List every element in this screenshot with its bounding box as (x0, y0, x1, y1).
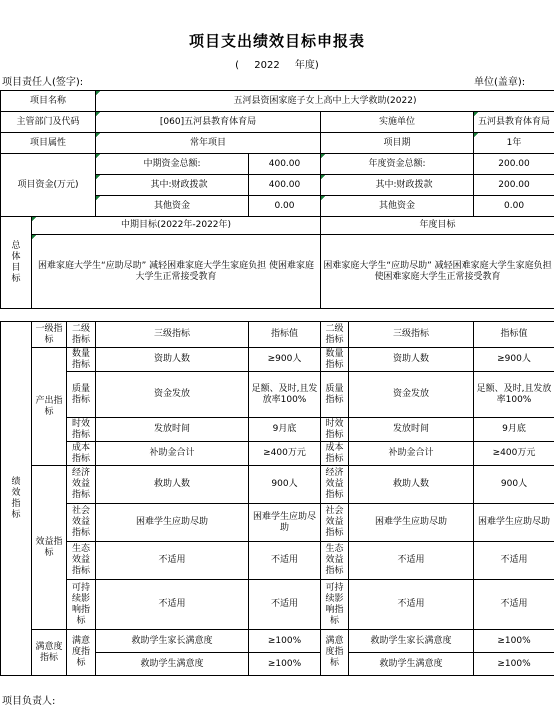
year-total-label: 年度资金总额: (321, 154, 474, 175)
form-title: 项目支出绩效目标申报表 (188, 32, 365, 50)
mid-goal-text: 困难家庭大学生“应助尽助” 减轻困难家庭大学生家庭负担 使困难家庭大学生正常接受教育 (32, 235, 321, 309)
l3-social-year: 困难学生应助尽助 (349, 504, 474, 542)
val-timeliness-year: 9月底 (474, 418, 554, 442)
val-student-satisfaction: ≥100% (249, 653, 321, 676)
year-suffix: 年度) (294, 60, 319, 71)
val-economic-year: 900人 (474, 466, 554, 504)
l3-student-satisfaction: 救助学生满意度 (96, 653, 249, 676)
val-quality: 足额、及时,且发放率100% (249, 372, 321, 418)
dept-label: 主管部门及代码 (1, 112, 96, 133)
l3-quantity-year: 资助人数 (349, 348, 474, 372)
val-cost-year: ≥400万元 (474, 442, 554, 466)
l2-satisfaction: 满意度指标 (67, 630, 96, 676)
l2-quantity-year: 数量指标 (321, 348, 349, 372)
impl-unit-value: 五河县教育体育局 (474, 112, 554, 133)
val-sustainable-year: 不适用 (474, 580, 554, 630)
header-level3-year: 三级指标 (349, 322, 474, 348)
project-manager-label: 项目负责人: (2, 696, 56, 707)
mid-goal-header: 中期目标(2022年-2022年) (32, 217, 321, 235)
l2-quality: 质量指标 (67, 372, 96, 418)
l3-timeliness-year: 发放时间 (349, 418, 474, 442)
l3-quality-year: 资金发放 (349, 372, 474, 418)
l3-sustainable: 不适用 (96, 580, 249, 630)
year-fiscal-label: 其中:财政拨款 (321, 175, 474, 196)
l3-cost-year: 补助金合计 (349, 442, 474, 466)
year-other-label: 其他资金 (321, 196, 474, 217)
benefit-indicator-label: 效益指标 (32, 466, 67, 630)
project-name-label: 项目名称 (1, 91, 96, 112)
l2-social-year: 社会效益指标 (321, 504, 349, 542)
l3-quality: 资金发放 (96, 372, 249, 418)
l3-student-satisfaction-year: 救助学生满意度 (349, 653, 474, 676)
l3-quantity: 资助人数 (96, 348, 249, 372)
mid-fiscal-label: 其中:财政拨款 (96, 175, 249, 196)
l3-parent-satisfaction: 救助学生家长满意度 (96, 630, 249, 653)
val-quality-year: 足额、及时,且发放率100% (474, 372, 554, 418)
year-value: 2022 (254, 60, 280, 71)
val-social: 困难学生应助尽助 (249, 504, 321, 542)
l3-social: 困难学生应助尽助 (96, 504, 249, 542)
project-attr-value: 常年项目 (96, 133, 321, 154)
l2-sustainable: 可持续影响指标 (67, 580, 96, 630)
l3-economic: 救助人数 (96, 466, 249, 504)
l2-ecological: 生态效益指标 (67, 542, 96, 580)
unit-stamp-label: 单位(盖章): (474, 77, 526, 88)
funds-label: 项目资金(万元) (1, 154, 96, 217)
project-period-value: 1年 (474, 133, 554, 154)
l2-quantity: 数量指标 (67, 348, 96, 372)
l2-cost: 成本指标 (67, 442, 96, 466)
val-timeliness: 9月底 (249, 418, 321, 442)
year-fiscal-value: 200.00 (474, 175, 554, 196)
year-goal-header: 年度目标 (321, 217, 554, 235)
header-value-year: 指标值 (474, 322, 554, 348)
satisfaction-indicator-label: 满意度指标 (32, 630, 67, 676)
l2-sustainable-year: 可持续影响指标 (321, 580, 349, 630)
mid-other-value: 0.00 (249, 196, 321, 217)
project-name-value: 五河县资困家庭子女上高中上大学救助(2022) (96, 91, 554, 112)
mid-fiscal-value: 400.00 (249, 175, 321, 196)
val-sustainable: 不适用 (249, 580, 321, 630)
l2-timeliness-year: 时效指标 (321, 418, 349, 442)
project-attr-label: 项目属性 (1, 133, 96, 154)
l3-parent-satisfaction-year: 救助学生家长满意度 (349, 630, 474, 653)
impl-unit-label: 实施单位 (321, 112, 474, 133)
val-cost: ≥400万元 (249, 442, 321, 466)
year-total-value: 200.00 (474, 154, 554, 175)
val-quantity: ≥900人 (249, 348, 321, 372)
val-social-year: 困难学生应助尽助 (474, 504, 554, 542)
l2-satisfaction-year: 满意度指标 (321, 630, 349, 676)
l2-quality-year: 质量指标 (321, 372, 349, 418)
val-parent-satisfaction-year: ≥100% (474, 630, 554, 653)
l2-timeliness: 时效指标 (67, 418, 96, 442)
l3-ecological-year: 不适用 (349, 542, 474, 580)
l3-ecological: 不适用 (96, 542, 249, 580)
l2-economic: 经济效益指标 (67, 466, 96, 504)
val-economic: 900人 (249, 466, 321, 504)
header-level2: 二级指标 (67, 322, 96, 348)
year-other-value: 0.00 (474, 196, 554, 217)
header-level1: 一级指标 (32, 322, 67, 348)
mid-other-label: 其他资金 (96, 196, 249, 217)
dept-value: [060]五河县教育体育局 (96, 112, 321, 133)
owner-signature-label: 项目责任人(签字): (2, 77, 84, 88)
year-line (0, 56, 554, 71)
header-level2-year: 二级指标 (321, 322, 349, 348)
l3-timeliness: 发放时间 (96, 418, 249, 442)
l2-economic-year: 经济效益指标 (321, 466, 349, 504)
mid-total-label: 中期资金总额: (96, 154, 249, 175)
overall-goal-label: 总体目标 (1, 217, 32, 309)
l3-cost: 补助金合计 (96, 442, 249, 466)
val-quantity-year: ≥900人 (474, 348, 554, 372)
l2-social: 社会效益指标 (67, 504, 96, 542)
mid-total-value: 400.00 (249, 154, 321, 175)
l2-cost-year: 成本指标 (321, 442, 349, 466)
year-open: ( (235, 60, 240, 71)
val-ecological: 不适用 (249, 542, 321, 580)
performance-form-table (0, 90, 554, 309)
l2-ecological-year: 生态效益指标 (321, 542, 349, 580)
header-value: 指标值 (249, 322, 321, 348)
l3-sustainable-year: 不适用 (349, 580, 474, 630)
perf-label: 绩效指标 (1, 322, 32, 676)
project-period-label: 项目期 (321, 133, 474, 154)
val-parent-satisfaction: ≥100% (249, 630, 321, 653)
header-level3: 三级指标 (96, 322, 249, 348)
val-ecological-year: 不适用 (474, 542, 554, 580)
year-goal-text: 困难家庭大学生“应助尽助” 减轻困难家庭大学生家庭负担 使困难家庭大学生正常接受教育 (321, 235, 554, 309)
output-indicator-label: 产出指标 (32, 348, 67, 466)
val-student-satisfaction-year: ≥100% (474, 653, 554, 676)
indicator-table (0, 321, 554, 676)
l3-economic-year: 救助人数 (349, 466, 474, 504)
